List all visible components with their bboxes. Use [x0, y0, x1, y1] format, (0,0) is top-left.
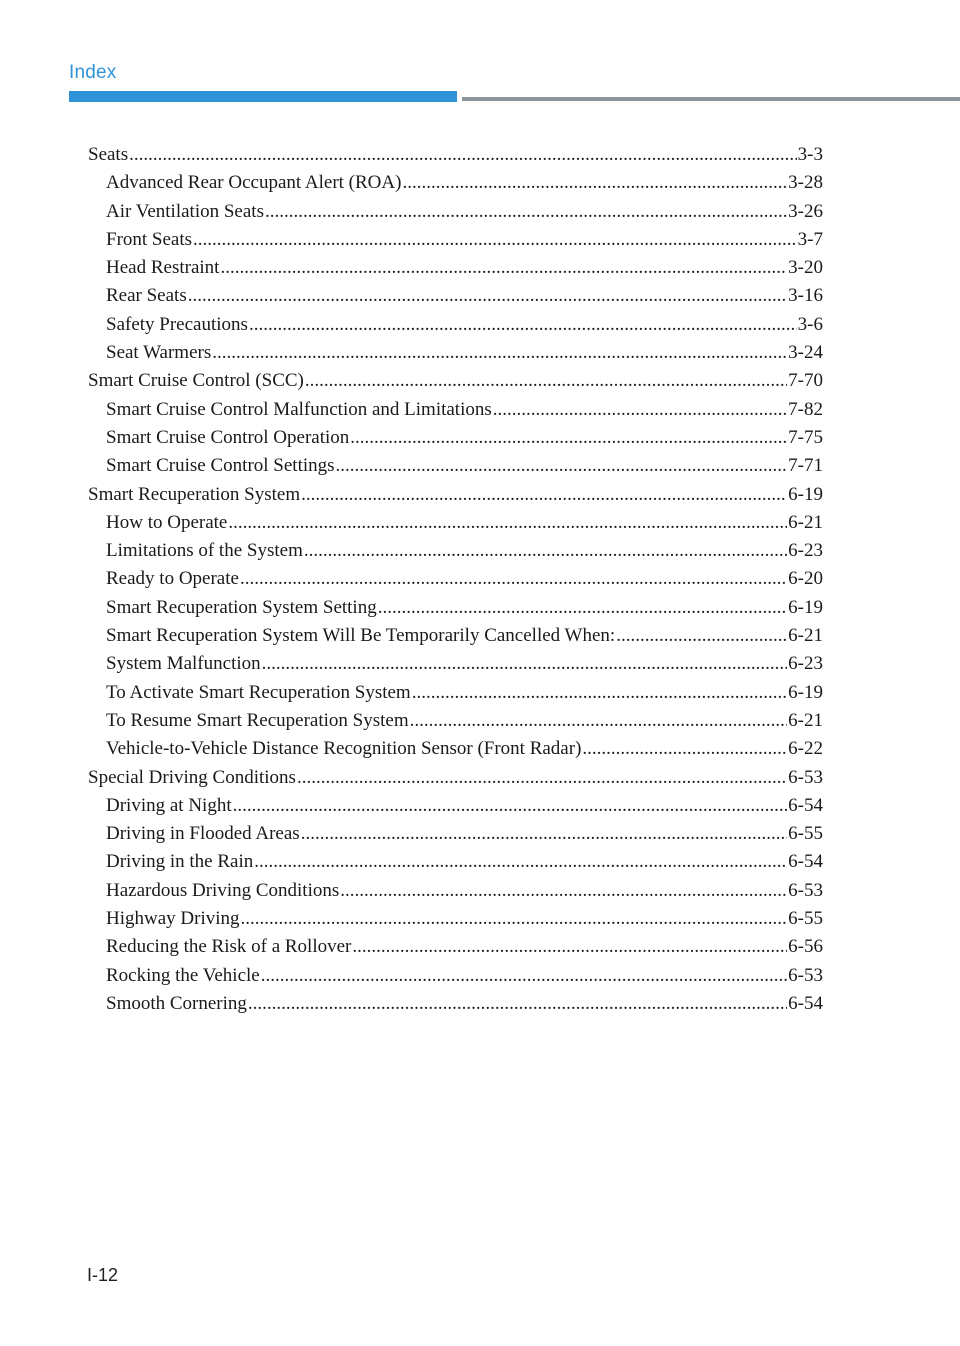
entry-label: Vehicle-to-Vehicle Distance Recognition Sensor (Front Radar)	[106, 738, 582, 760]
dot-leader	[304, 537, 787, 565]
entry-label: Smart Recuperation System Will Be Temporarily Cancelled When:	[106, 625, 616, 647]
dot-leader	[248, 990, 787, 1018]
dot-leader	[352, 933, 787, 961]
entry-page-ref: 3-16	[788, 285, 823, 307]
dot-leader	[616, 622, 787, 650]
entry-page-ref: 7-70	[788, 370, 823, 392]
entry-page-ref: 6-19	[788, 681, 823, 703]
entry-page-ref: 3-3	[797, 144, 823, 165]
entry-label: Smart Cruise Control (SCC)	[88, 370, 304, 392]
entry-label: Rear Seats	[106, 285, 187, 307]
index-subentry[interactable]	[88, 622, 823, 650]
index-subentry[interactable]	[88, 792, 823, 820]
dot-leader	[261, 962, 787, 990]
index-subentry[interactable]	[88, 169, 823, 197]
entry-page-ref: 3-20	[788, 257, 823, 279]
index-subentry[interactable]	[88, 509, 823, 537]
dot-leader	[254, 848, 787, 876]
index-entry[interactable]	[88, 367, 823, 395]
index-list	[88, 141, 823, 1018]
index-entry[interactable]	[88, 481, 823, 509]
entry-page-ref: 6-23	[788, 540, 823, 562]
entry-label: Smart Cruise Control Malfunction and Limitations	[106, 398, 492, 420]
index-subentry[interactable]	[88, 254, 823, 282]
index-subentry[interactable]	[88, 565, 823, 593]
dot-leader	[336, 452, 788, 480]
entry-page-ref: 6-54	[788, 794, 823, 816]
dot-leader	[233, 792, 788, 820]
dot-leader	[301, 481, 787, 509]
index-subentry[interactable]	[88, 905, 823, 933]
index-subentry[interactable]	[88, 424, 823, 452]
entry-label: Smart Recuperation System Setting	[106, 596, 377, 618]
entry-page-ref: 6-21	[788, 709, 823, 731]
entry-label: Seat Warmers	[106, 342, 212, 364]
dot-leader	[262, 650, 788, 678]
entry-page-ref: 3-26	[788, 200, 823, 222]
entry-page-ref: 6-53	[788, 879, 823, 901]
entry-page-ref: 6-19	[788, 596, 823, 618]
dot-leader	[582, 735, 787, 763]
index-subentry[interactable]	[88, 933, 823, 961]
entry-label: Seats	[88, 144, 129, 165]
entry-page-ref: 3-6	[797, 313, 823, 335]
dot-leader	[240, 565, 787, 593]
entry-label: Reducing the Risk of a Rollover	[106, 936, 352, 958]
entry-page-ref: 3-28	[788, 172, 823, 194]
index-subentry[interactable]	[88, 679, 823, 707]
index-entry[interactable]	[88, 141, 823, 169]
index-subentry[interactable]	[88, 650, 823, 678]
entry-label: How to Operate	[106, 511, 228, 533]
index-entry[interactable]	[88, 764, 823, 792]
dot-leader	[412, 679, 787, 707]
entry-page-ref: 6-56	[788, 936, 823, 958]
index-subentry[interactable]	[88, 735, 823, 763]
entry-page-ref: 6-20	[788, 568, 823, 590]
entry-label: Head Restraint	[106, 257, 220, 279]
entry-label: Smart Cruise Control Operation	[106, 426, 350, 448]
entry-label: To Activate Smart Recuperation System	[106, 681, 411, 703]
index-subentry[interactable]	[88, 396, 823, 424]
dot-leader	[265, 198, 787, 226]
header-rule	[462, 97, 960, 101]
entry-page-ref: 6-22	[788, 738, 823, 760]
index-subentry[interactable]	[88, 311, 823, 339]
entry-page-ref: 6-19	[788, 483, 823, 505]
entry-label: Air Ventilation Seats	[106, 200, 264, 222]
dot-leader	[188, 282, 787, 310]
dot-leader	[410, 707, 788, 735]
header-accent-bar	[69, 91, 457, 102]
index-subentry[interactable]	[88, 452, 823, 480]
dot-leader	[129, 141, 797, 169]
entry-label: Front Seats	[106, 228, 193, 250]
entry-label: Rocking the Vehicle	[106, 964, 260, 986]
entry-label: Ready to Operate	[106, 568, 239, 590]
entry-page-ref: 6-53	[788, 766, 823, 788]
entry-label: Advanced Rear Occupant Alert (ROA)	[106, 172, 402, 194]
dot-leader	[241, 905, 788, 933]
dot-leader	[220, 254, 787, 282]
entry-label: To Resume Smart Recuperation System	[106, 709, 409, 731]
dot-leader	[212, 339, 787, 367]
entry-label: System Malfunction	[106, 653, 261, 675]
dot-leader	[301, 820, 787, 848]
entry-page-ref: 6-54	[788, 851, 823, 873]
index-subentry[interactable]	[88, 594, 823, 622]
entry-label: Smart Cruise Control Settings	[106, 455, 335, 477]
dot-leader	[249, 311, 797, 339]
index-subentry[interactable]	[88, 962, 823, 990]
entry-label: Driving at Night	[106, 794, 232, 816]
entry-label: Safety Precautions	[106, 313, 248, 335]
entry-label: Driving in Flooded Areas	[106, 823, 300, 845]
entry-label: Smart Recuperation System	[88, 483, 301, 505]
entry-page-ref: 3-7	[797, 228, 823, 250]
index-subentry[interactable]	[88, 707, 823, 735]
entry-page-ref: 6-21	[788, 625, 823, 647]
entry-label: Special Driving Conditions	[88, 766, 296, 788]
section-title: Index	[69, 62, 117, 83]
page-number: I-12	[87, 1265, 119, 1285]
entry-label: Driving in the Rain	[106, 851, 254, 873]
entry-page-ref: 3-24	[788, 342, 823, 364]
dot-leader	[378, 594, 787, 622]
entry-page-ref: 7-71	[788, 455, 823, 477]
entry-page-ref: 6-55	[788, 908, 823, 930]
dot-leader	[193, 226, 797, 254]
entry-page-ref: 6-54	[788, 992, 823, 1014]
entry-page-ref: 7-75	[788, 426, 823, 448]
entry-page-ref: 6-21	[788, 511, 823, 533]
entry-page-ref: 6-23	[788, 653, 823, 675]
entry-page-ref: 7-82	[788, 398, 823, 420]
entry-page-ref: 6-53	[788, 964, 823, 986]
entry-label: Limitations of the System	[106, 540, 303, 562]
entry-label: Highway Driving	[106, 908, 240, 930]
dot-leader	[228, 509, 787, 537]
index-subentry[interactable]	[88, 339, 823, 367]
dot-leader	[297, 764, 787, 792]
dot-leader	[402, 169, 787, 197]
index-subentry[interactable]	[88, 226, 823, 254]
dot-leader	[350, 424, 787, 452]
index-subentry[interactable]	[88, 877, 823, 905]
dot-leader	[340, 877, 787, 905]
index-subentry[interactable]	[88, 537, 823, 565]
index-subentry[interactable]	[88, 198, 823, 226]
index-subentry[interactable]	[88, 820, 823, 848]
entry-page-ref: 6-55	[788, 823, 823, 845]
index-subentry[interactable]	[88, 848, 823, 876]
entry-label: Hazardous Driving Conditions	[106, 879, 340, 901]
dot-leader	[305, 367, 787, 395]
dot-leader	[493, 396, 787, 424]
index-subentry[interactable]	[88, 990, 823, 1018]
entry-label: Smooth Cornering	[106, 992, 247, 1014]
index-subentry[interactable]	[88, 282, 823, 310]
